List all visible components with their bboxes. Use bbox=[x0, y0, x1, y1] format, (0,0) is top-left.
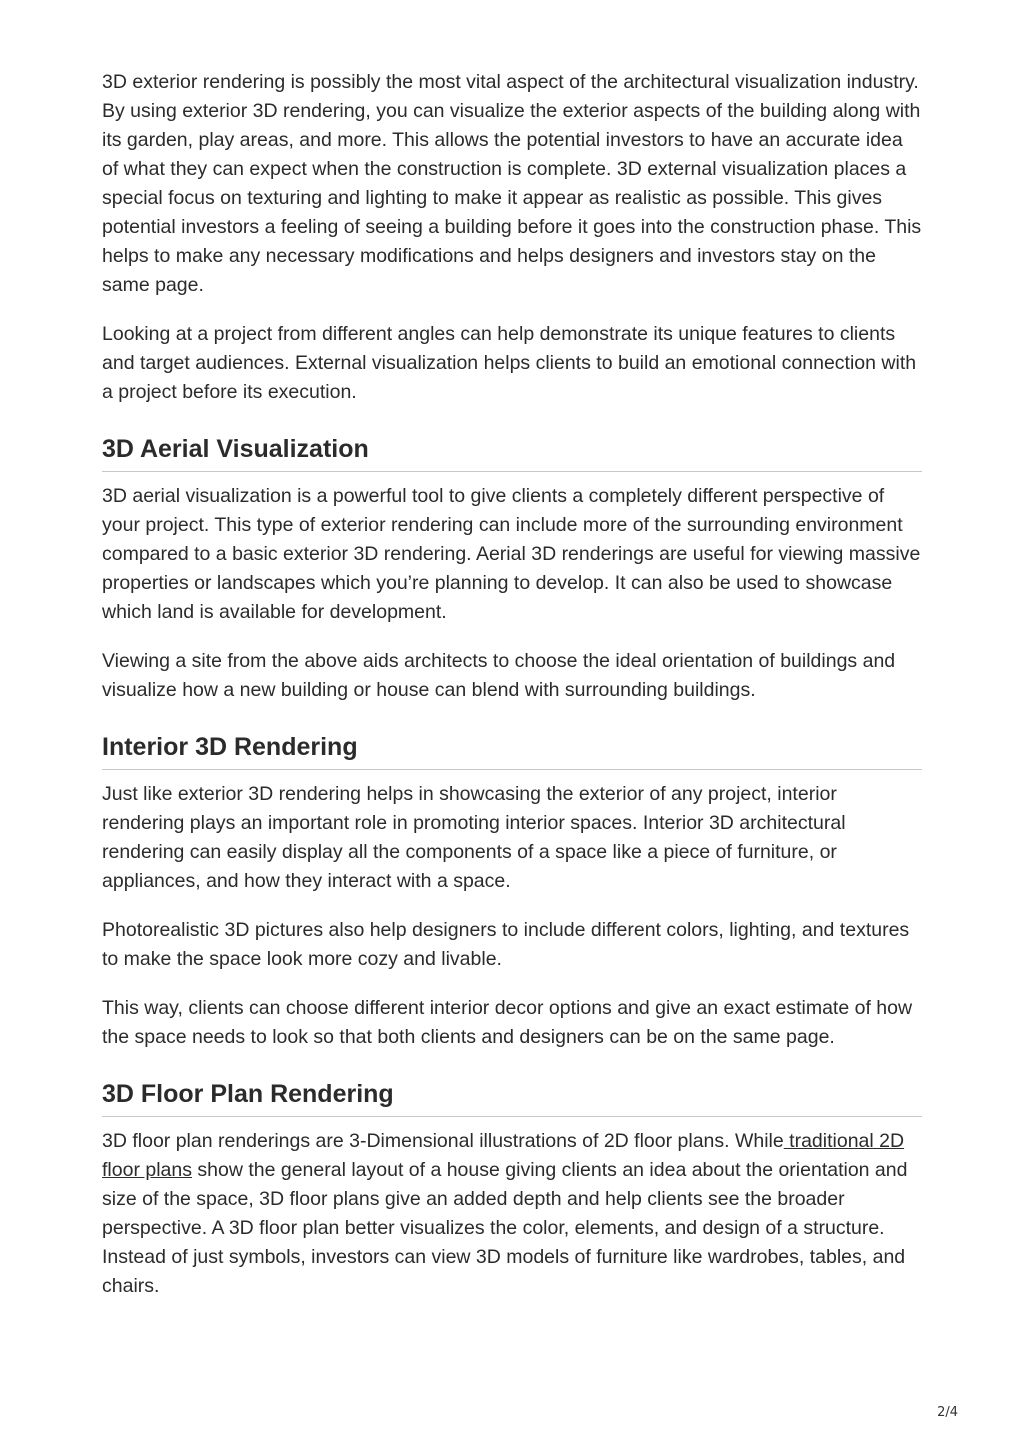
floorplan-text-after-link: show the general layout of a house giving clients an idea about the orientation and size of the space, 3D floor plans give an added depth and help clients see the broader perspective. A 3D floor plan better visualizes the color, elements, and design of a structure. Instead of just symbols, investors can view 3D models of furniture like wardrobes, tables, and chairs. bbox=[102, 1159, 908, 1297]
aerial-paragraph-1: 3D aerial visualization is a powerful tool to give clients a completely different perspective of your project. This type of exterior rendering can include more of the surrounding environment compared to a basic exterior 3D rendering. Aerial 3D renderings are useful for viewing massive properties or landscapes which you’re planning to develop. It can also be used to showcase which land is available for development. bbox=[102, 485, 921, 623]
heading-floor-plan-rendering: 3D Floor Plan Rendering bbox=[102, 1072, 922, 1117]
page-number: 2/4 bbox=[937, 1405, 958, 1420]
intro-paragraph-2: Looking at a project from different angles can help demonstrate its unique features to clients and target audiences. External visualization helps clients to build an emotional connection with a project before its execution. bbox=[102, 323, 917, 403]
floorplan-text-before-link: 3D floor plan renderings are 3-Dimensional illustrations of 2D floor plans. While bbox=[102, 1130, 784, 1152]
floorplan-paragraph-1 bbox=[102, 1127, 922, 1301]
interior-paragraph-1: Just like exterior 3D rendering helps in showcasing the exterior of any project, interior rendering plays an important role in promoting interior spaces. Interior 3D architectural rendering can easily display all the components of a space like a piece of furniture, or appliances, and how they interact with a space. bbox=[102, 783, 846, 892]
traditional-2d-floor-plans-link[interactable]: traditional 2D floor plans bbox=[102, 1130, 905, 1181]
section-aerial bbox=[102, 427, 922, 705]
heading-interior-rendering: Interior 3D Rendering bbox=[102, 725, 922, 770]
document-body bbox=[102, 68, 922, 1321]
interior-paragraph-3: This way, clients can choose different interior decor options and give an exact estimate of how the space needs to look so that both clients and designers can be on the same page. bbox=[102, 997, 913, 1048]
aerial-paragraph-2: Viewing a site from the above aids architects to choose the ideal orientation of buildings and visualize how a new building or house can blend with surrounding buildings. bbox=[102, 650, 896, 701]
section-floorplan bbox=[102, 1072, 922, 1301]
section-interior bbox=[102, 725, 922, 1052]
intro-paragraph-1: 3D exterior rendering is possibly the most vital aspect of the architectural visualization industry. By using exterior 3D rendering, you can visualize the exterior aspects of the building along with its garden, play areas, and more. This allows the potential investors to have an accurate idea of what they can expect when the construction is complete. 3D external visualization places a special focus on texturing and lighting to make it appear as realistic as possible. This gives potential investors a feeling of seeing a building before it goes into the construction phase. This helps to make any necessary modifications and helps designers and investors stay on the same page. bbox=[102, 71, 922, 296]
heading-aerial-visualization: 3D Aerial Visualization bbox=[102, 427, 922, 472]
interior-paragraph-2: Photorealistic 3D pictures also help designers to include different colors, lighting, and textures to make the space look more cozy and livable. bbox=[102, 919, 910, 970]
